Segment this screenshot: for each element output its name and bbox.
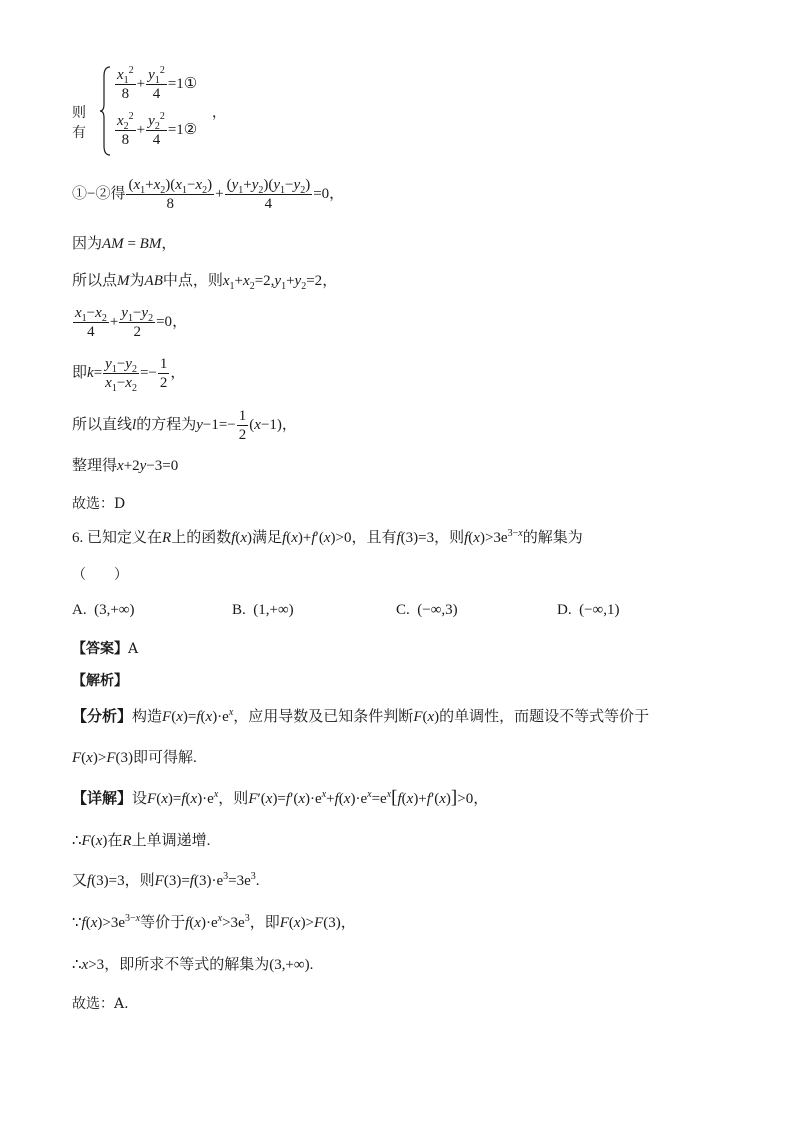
detail-line-1: 【详解】设$F(x)=f(x)\cdot e^x$，则$F'(x)=f'(x)\cdot e^x+f(x)\cdot e^x=e^x[f(x)+f'(x)]>0$，	[72, 787, 489, 808]
question-6: 6. 已知定义在R上的函数f(x)满足f(x)+f′(x)>0，且有f(3)=3，则$f(x)>3e^{3-x}$的解集为	[72, 528, 583, 546]
line-equation: 所以直线l的方程为y−1=− $\frac{1}{2}$ (x−1)，	[72, 408, 297, 443]
option-c: C. (−∞,3)	[396, 602, 458, 618]
analysis-line-1: 【分析】构造$F(x)=f(x)\cdot e^x$，应用导数及已知条件判断F(x)的单调性，而题设不等式等价于	[72, 707, 650, 725]
comma: ，	[212, 105, 226, 121]
line-slope: 即k= $\frac{y_1-y_2}{x_1-x_2}$ =− $\frac{1}{2}$ ，	[72, 356, 186, 394]
question-paren: （ ）	[72, 567, 128, 583]
left-brace-icon	[100, 66, 112, 156]
detail-solution: ∴x>3，即所求不等式的解集为(3,+∞).	[72, 957, 314, 973]
analysis-line-2: F(x)>F(3)即可得解.	[72, 750, 197, 766]
line-diff-eq: $\frac{x_1-x_2}{4}$ + $\frac{y_1-y_2}{2}$ =0，	[75, 305, 188, 340]
equation-1: $\frac{x_1^2}{8}$ + $\frac{y_1^2}{4}$ =1①	[117, 65, 198, 102]
detail-equivalent: $\because f(x)>3e^{3-x}$等价于$f(x)\cdot e^x>3e^3$，即F(x)>F(3)，	[72, 913, 356, 931]
detail-f3: 又f(3)=3，则$F(3)=f(3)\cdot e^3=3e^3$.	[72, 871, 260, 889]
line-simplified: 整理得x+2y−3=0	[72, 458, 179, 474]
line-am-bm: 因为AM = BM，	[72, 236, 177, 252]
text-then-have: 则有	[72, 105, 86, 141]
subtract-line: ①−②得 $\frac{(x_1+x_2)(x_1-x_2)}{8}$ + $\frac{(y_1+y_2)(y_1-y_2)}{4}$ =0，	[72, 177, 345, 212]
line-midpoint: 所以点M为AB中点，则$x_1+x_2=2,y_1+y_2=2$，	[72, 273, 338, 292]
choice-d: 故选：D	[72, 496, 126, 512]
answer-line: 【答案】A	[72, 641, 139, 657]
option-b: B. (1,+∞)	[232, 602, 294, 618]
option-d: D. (−∞,1)	[557, 602, 620, 618]
detail-monotonic: ∴F(x)在R上单调递增.	[72, 833, 211, 849]
option-a: A. (3,+∞)	[72, 602, 135, 618]
equation-2: $\frac{x_2^2}{8}$ + $\frac{y_2^2}{4}$ =1②	[117, 111, 198, 148]
final-choice: 故选：A.	[72, 996, 129, 1012]
analysis-heading: 【解析】	[72, 673, 128, 689]
